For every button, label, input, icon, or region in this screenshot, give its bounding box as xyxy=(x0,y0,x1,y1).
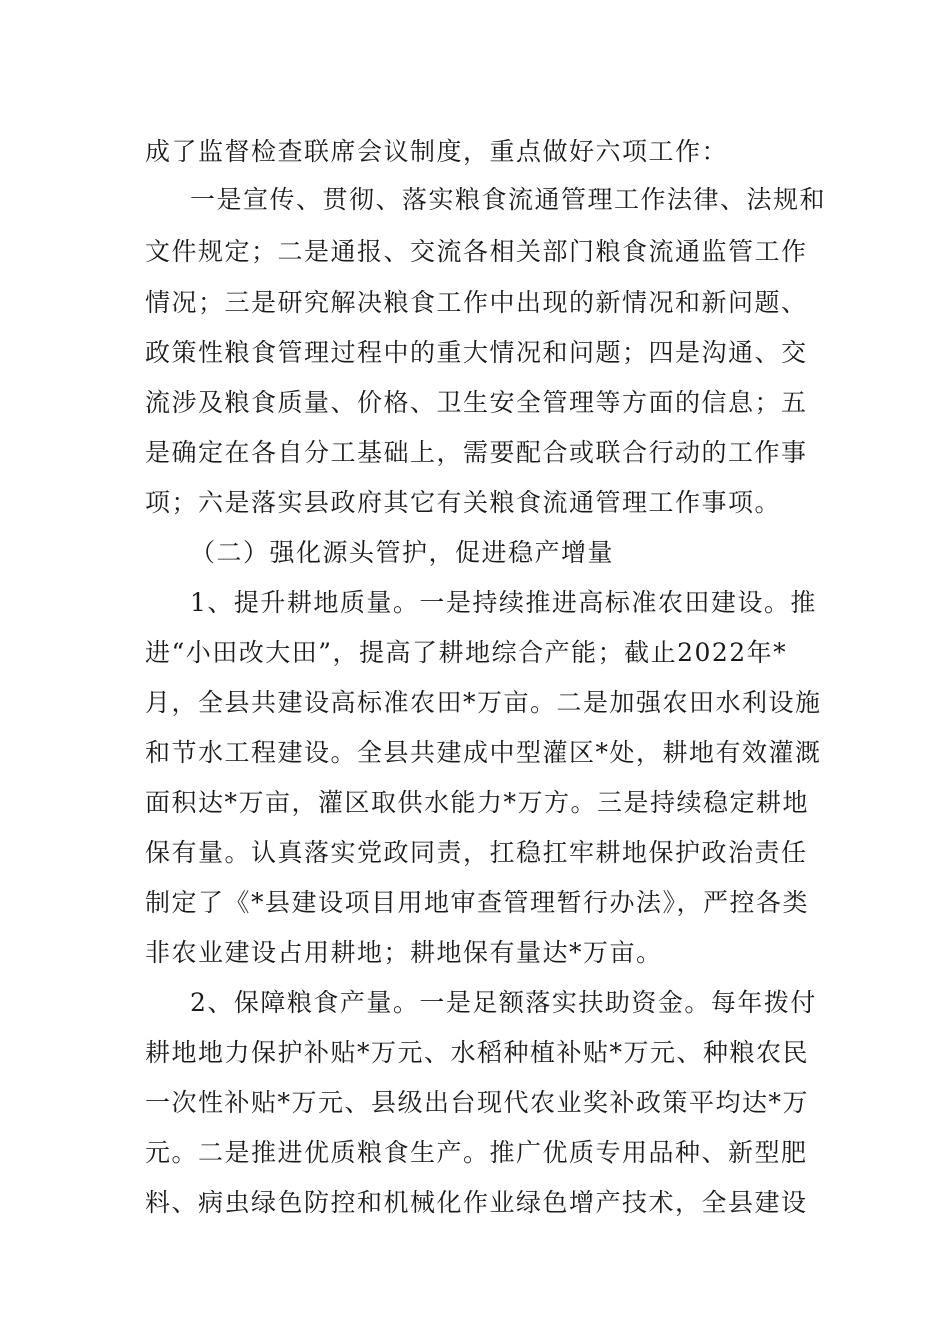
text-line: 进“小田改大田”，提高了耕地综合产能；截止2022年* xyxy=(145,638,788,667)
text-line: 是确定在各自分工基础上，需要配合或联合行动的工作事 xyxy=(145,438,808,467)
text-line: 流涉及粮食质量、价格、卫生安全管理等方面的信息；五 xyxy=(145,388,808,417)
text-line: 非农业建设占用耕地；耕地保有量达*万亩。 xyxy=(145,938,663,967)
text-line: 料、病虫绿色防控和机械化作业绿色增产技术，全县建设 xyxy=(145,1188,808,1217)
paragraph-first-line: 1、提升耕地质量。一是持续推进高标准农田建设。推 xyxy=(190,588,817,617)
text-line: 和节水工程建设。全县共建成中型灌区*处，耕地有效灌溉 xyxy=(145,738,822,767)
text-line: 面积达*万亩，灌区取供水能力*万方。三是持续稳定耕地 xyxy=(145,788,810,817)
text-line: 情况；三是研究解决粮食工作中出现的新情况和新问题、 xyxy=(145,288,808,317)
text-line: 一次性补贴*万元、县级出台现代农业奖补政策平均达*万 xyxy=(145,1088,810,1117)
section-heading: （二）强化源头管护，促进稳产增量 xyxy=(190,538,615,567)
text-line: 文件规定；二是通报、交流各相关部门粮食流通监管工作 xyxy=(145,237,808,266)
text-line: 制定了《*县建设项目用地审查管理暂行办法》，严控各类 xyxy=(145,888,810,917)
text-line: 项；六是落实县政府其它有关粮食流通管理工作事项。 xyxy=(145,488,782,517)
text-line: 政策性粮食管理过程中的重大情况和问题；四是沟通、交 xyxy=(145,338,808,367)
text-line: 月，全县共建设高标准农田*万亩。二是加强农田水利设施 xyxy=(145,688,822,717)
text-line: 保有量。认真落实党政同责，扛稳扛牢耕地保护政治责任 xyxy=(145,838,808,867)
text-line: 成了监督检查联席会议制度，重点做好六项工作： xyxy=(145,137,729,166)
paragraph-first-line: 2、保障粮食产量。一是足额落实扶助资金。每年拨付 xyxy=(190,988,817,1017)
text-line: 耕地地力保护补贴*万元、水稻种植补贴*万元、种粮农民 xyxy=(145,1038,810,1067)
paragraph-first-line: 一是宣传、贯彻、落实粮食流通管理工作法律、法规和 xyxy=(190,185,827,214)
text-line: 元。二是推进优质粮食生产。推广优质专用品种、新型肥 xyxy=(145,1138,808,1167)
